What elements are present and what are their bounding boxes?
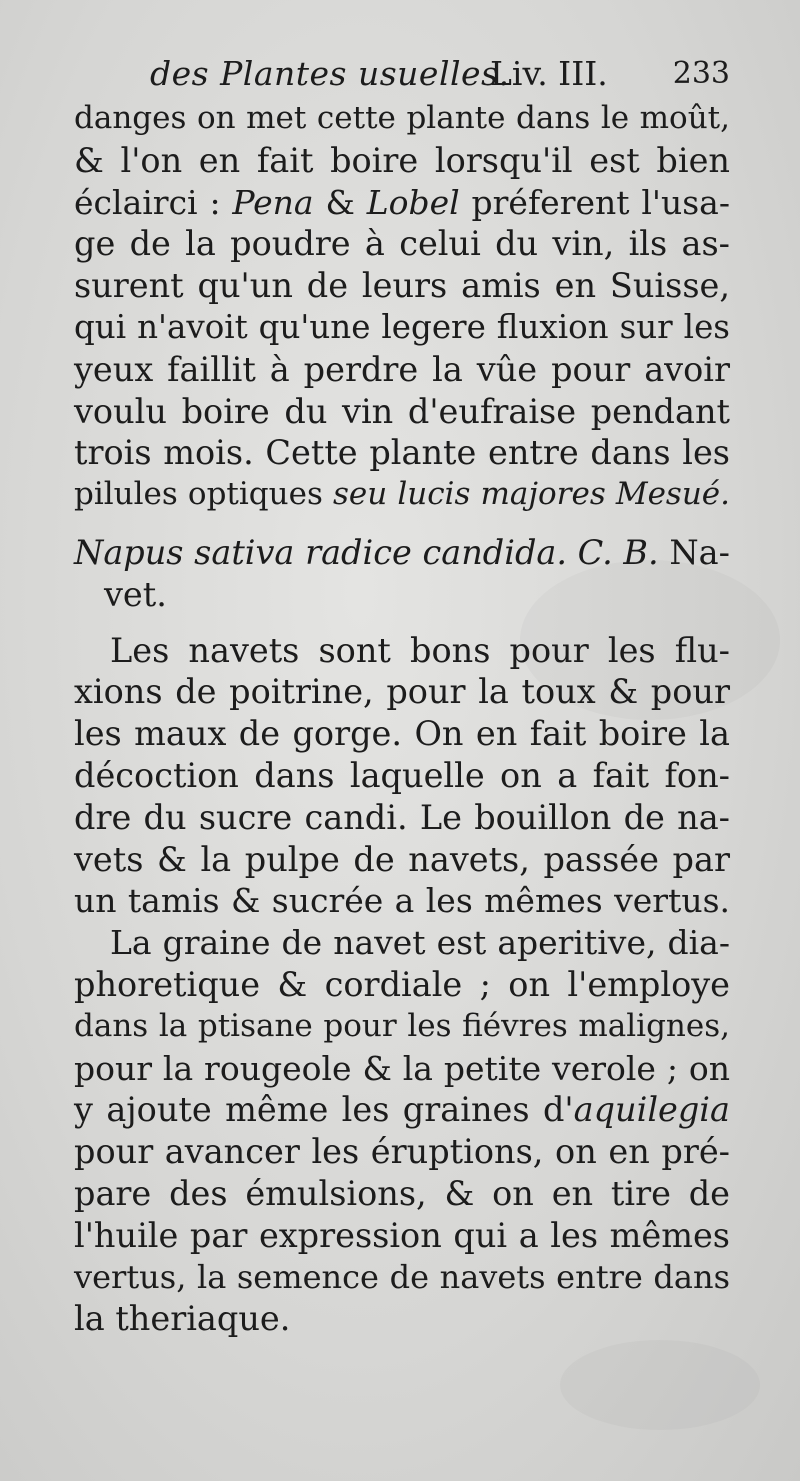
text-line <box>74 880 730 922</box>
text-run: pilules optiques <box>74 476 333 513</box>
text-run: éclairci : <box>74 182 233 222</box>
text-run: pour avancer les éruptions, on en pré- <box>74 1132 730 1172</box>
text-line <box>74 574 730 616</box>
text-run: pour la rougeole & la petite verole ; on <box>74 1048 730 1088</box>
text-run: vertus, la semence de navets entre dans <box>74 1257 730 1296</box>
text-run: vets & la pulpe de navets, passée par <box>74 839 730 879</box>
show-through-stain <box>560 1340 760 1430</box>
text-line <box>74 1298 730 1340</box>
text-line <box>74 307 730 349</box>
text-line <box>74 474 730 516</box>
text-run: préferent l'usa- <box>459 182 731 222</box>
text-line <box>74 391 730 433</box>
text-run: un tamis & sucrée a les mêmes vertus. <box>74 881 730 921</box>
text-run: phoretique & cordiale ; on l'employe <box>74 964 730 1004</box>
text-line <box>74 223 730 265</box>
body-text <box>74 98 730 1340</box>
text-run: dre du sucre candi. Le bouillon de na- <box>74 797 730 837</box>
text-line <box>74 98 730 140</box>
text-run: décoction dans laquelle on a fait fon- <box>74 755 730 795</box>
text-line <box>74 532 730 574</box>
text-line <box>74 140 730 182</box>
running-head-book: Liv. III. <box>490 54 608 93</box>
text-run: vet. <box>104 574 167 614</box>
text-line <box>74 1089 730 1131</box>
text-line <box>74 1173 730 1215</box>
text-line <box>74 839 730 881</box>
text-line <box>74 432 730 474</box>
text-line <box>74 713 730 755</box>
text-run: & <box>313 182 367 222</box>
italic-text: Lobel <box>366 182 460 222</box>
text-run: qui n'avoit qu'une legere fluxion sur les <box>74 307 730 346</box>
text-run: les maux de gorge. On en fait boire la <box>74 714 730 754</box>
text-line <box>74 671 730 713</box>
text-run: l'huile par expression qui a les mêmes <box>74 1215 730 1255</box>
text-line <box>74 182 730 224</box>
text-run: surent qu'un de leurs amis en Suisse, <box>74 266 730 306</box>
text-line <box>74 1131 730 1173</box>
text-run: voulu boire du vin d'eufraise pendant <box>74 391 730 431</box>
text-run: Les navets sont bons pour les flu- <box>110 630 730 670</box>
text-run: ge de la poudre à celui du vin, ils as- <box>74 224 730 264</box>
text-run: dans la ptisane pour les fiévres malignes, <box>74 1007 730 1044</box>
text-run: trois mois. Cette plante entre dans les <box>74 433 730 473</box>
italic-text: seu lucis majores Mesué. <box>332 476 730 513</box>
text-run: Na- <box>658 532 730 572</box>
text-line <box>74 1048 730 1090</box>
text-line <box>74 1215 730 1257</box>
text-line <box>74 964 730 1006</box>
text-run: pare des émulsions, & on en tire de <box>74 1173 730 1213</box>
italic-text: Pena <box>232 182 314 222</box>
running-head-title: des Plantes usuelles. <box>150 54 510 93</box>
running-head <box>74 50 730 98</box>
text-run: y ajoute même les graines d' <box>74 1090 574 1130</box>
text-run: yeux faillit à perdre la vûe pour avoir <box>74 349 730 389</box>
text-block <box>74 50 730 1340</box>
page-number: 233 <box>672 56 730 91</box>
text-line <box>74 349 730 391</box>
text-line <box>74 630 730 672</box>
text-run: danges on met cette plante dans le moût, <box>74 100 730 136</box>
text-line <box>74 797 730 839</box>
text-line <box>74 922 730 964</box>
text-line <box>74 755 730 797</box>
paragraph-gap <box>74 616 730 630</box>
text-line <box>74 1006 730 1048</box>
text-line <box>74 1257 730 1299</box>
text-run: la theriaque. <box>74 1299 291 1339</box>
paragraph-gap <box>74 516 730 532</box>
text-line <box>74 265 730 307</box>
text-run: La graine de navet est aperitive, dia- <box>110 923 730 963</box>
text-run: xions de poitrine, pour la toux & pour <box>74 672 730 712</box>
text-run: & l'on en fait boire lorsqu'il est bien <box>74 140 730 180</box>
italic-text: Napus sativa radice candida. C. B. <box>74 532 659 572</box>
italic-text: aquilegia <box>573 1090 730 1130</box>
